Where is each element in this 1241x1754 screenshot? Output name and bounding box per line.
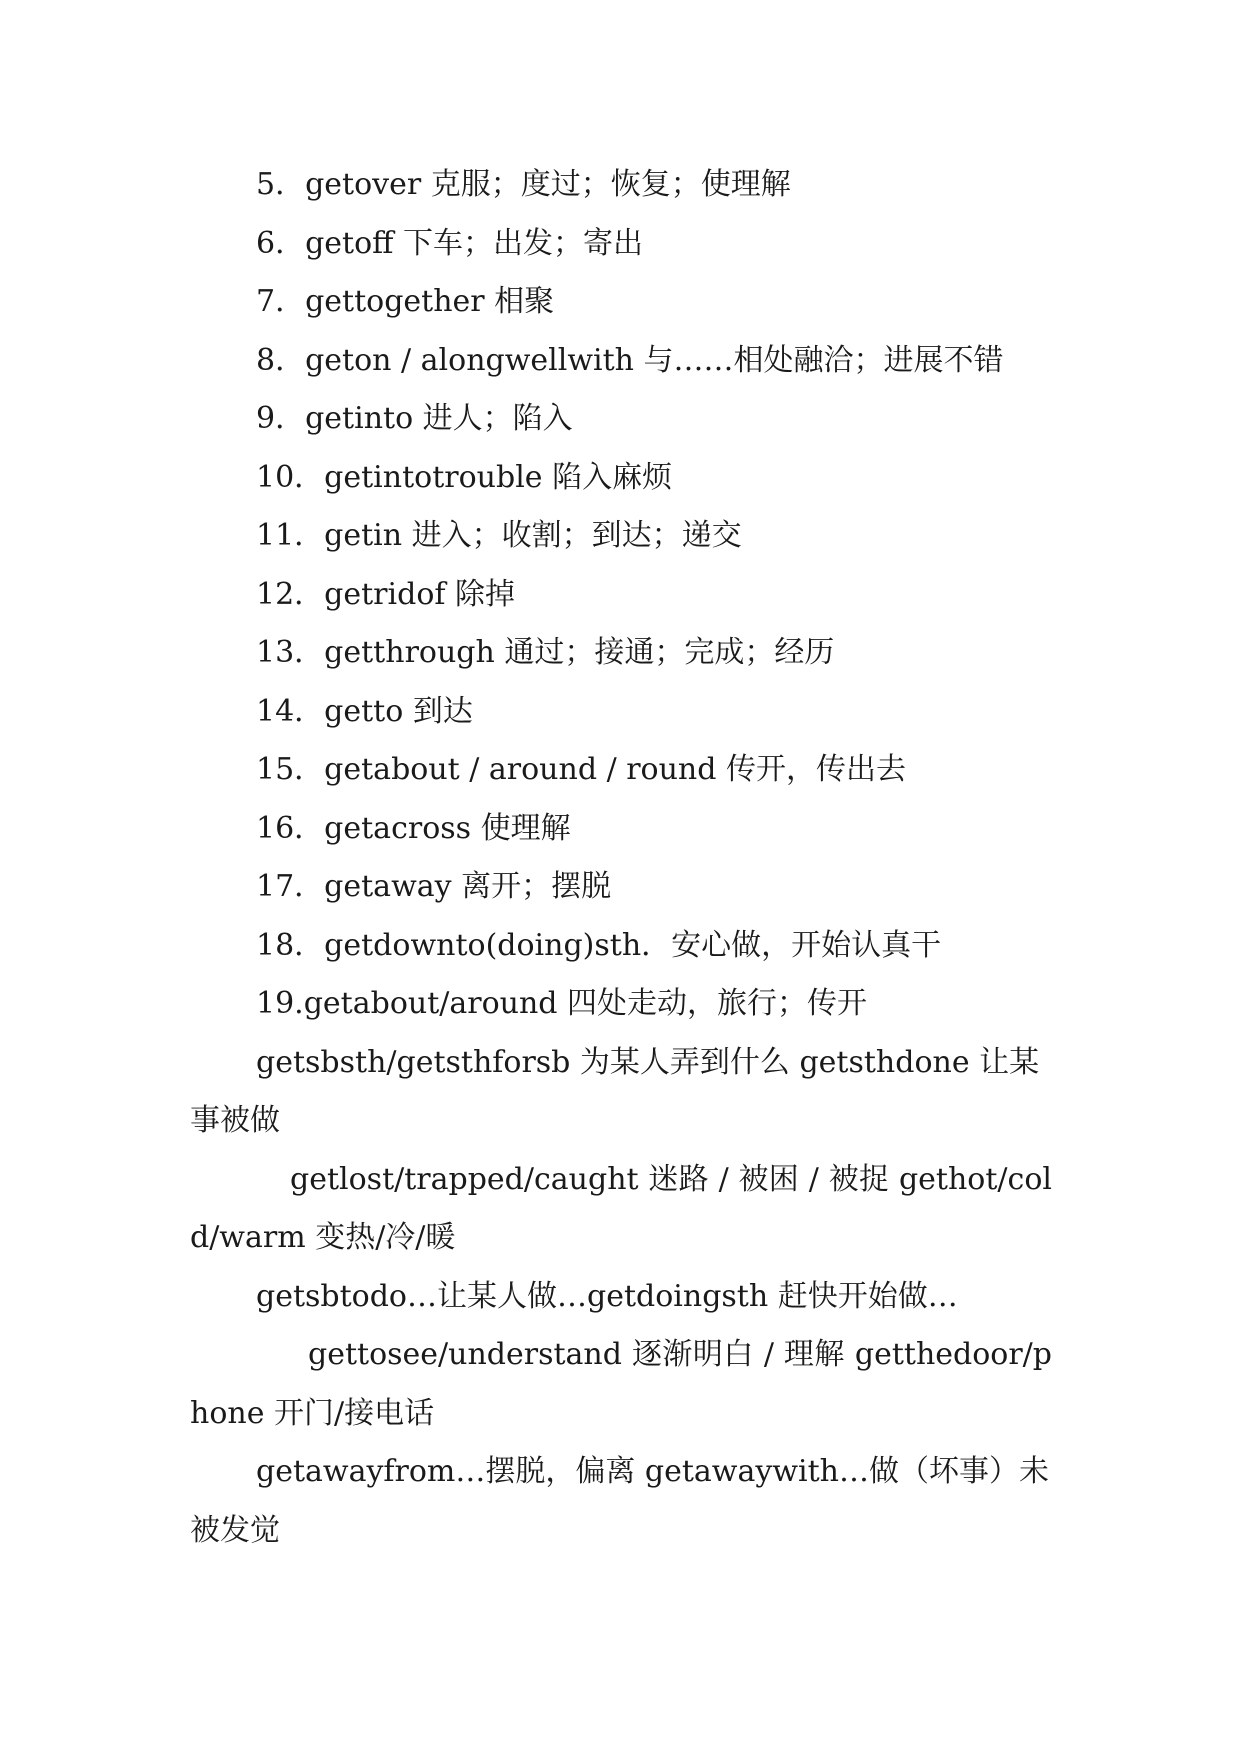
list-item: 8．geton / alongwellwith 与……相处融洽；进展不错 <box>256 342 1004 378</box>
list-item: 11．getin 进入；收割；到达；递交 <box>256 518 742 553</box>
list-item: 7．gettogether 相聚 <box>256 284 555 319</box>
list-item: 16．getacross 使理解 <box>256 810 571 846</box>
paragraph: getlost/trapped/caught 迷路 / 被困 / 被捉 gethot/cold/warm 变热/冷/暖 <box>190 1161 1052 1255</box>
list-item: 18．getdownto(doing)sth．安心做，开始认真干 <box>256 927 942 963</box>
list-item: 14．getto 到达 <box>256 693 473 729</box>
list-item: 17．getaway 离开；摆脱 <box>256 869 612 904</box>
paragraph: getawayfrom…摆脱，偏离 getawaywith…做（坏事）未被发觉 <box>190 1454 1049 1548</box>
paragraph: gettosee/understand 逐渐明白 / 理解 getthedoor/phone 开门/接电话 <box>190 1337 1052 1431</box>
list-item: 6．getoff 下车；出发；寄出 <box>256 225 644 261</box>
list-item: 9．getinto 进人；陷入 <box>256 401 573 436</box>
paragraph: getsbtodo…让某人做…getdoingsth 赶快开始做… <box>256 1278 958 1314</box>
list-item: 13．getthrough 通过；接通；完成；经历 <box>256 635 835 670</box>
list-item: 12．getridof 除掉 <box>256 576 516 612</box>
paragraph: getsbsth/getsthforsb 为某人弄到什么 getsthdone 让某事被做 <box>190 1044 1040 1138</box>
list-item: 19.getabout/around 四处走动，旅行；传开 <box>256 986 868 1021</box>
list-item: 15．getabout / around / round 传开，传出去 <box>256 752 906 787</box>
list-item: 10．getintotrouble 陷入麻烦 <box>256 459 673 495</box>
list-item: 5．getover 克服；度过；恢复；使理解 <box>256 167 791 202</box>
document-body <box>190 156 1052 1560</box>
